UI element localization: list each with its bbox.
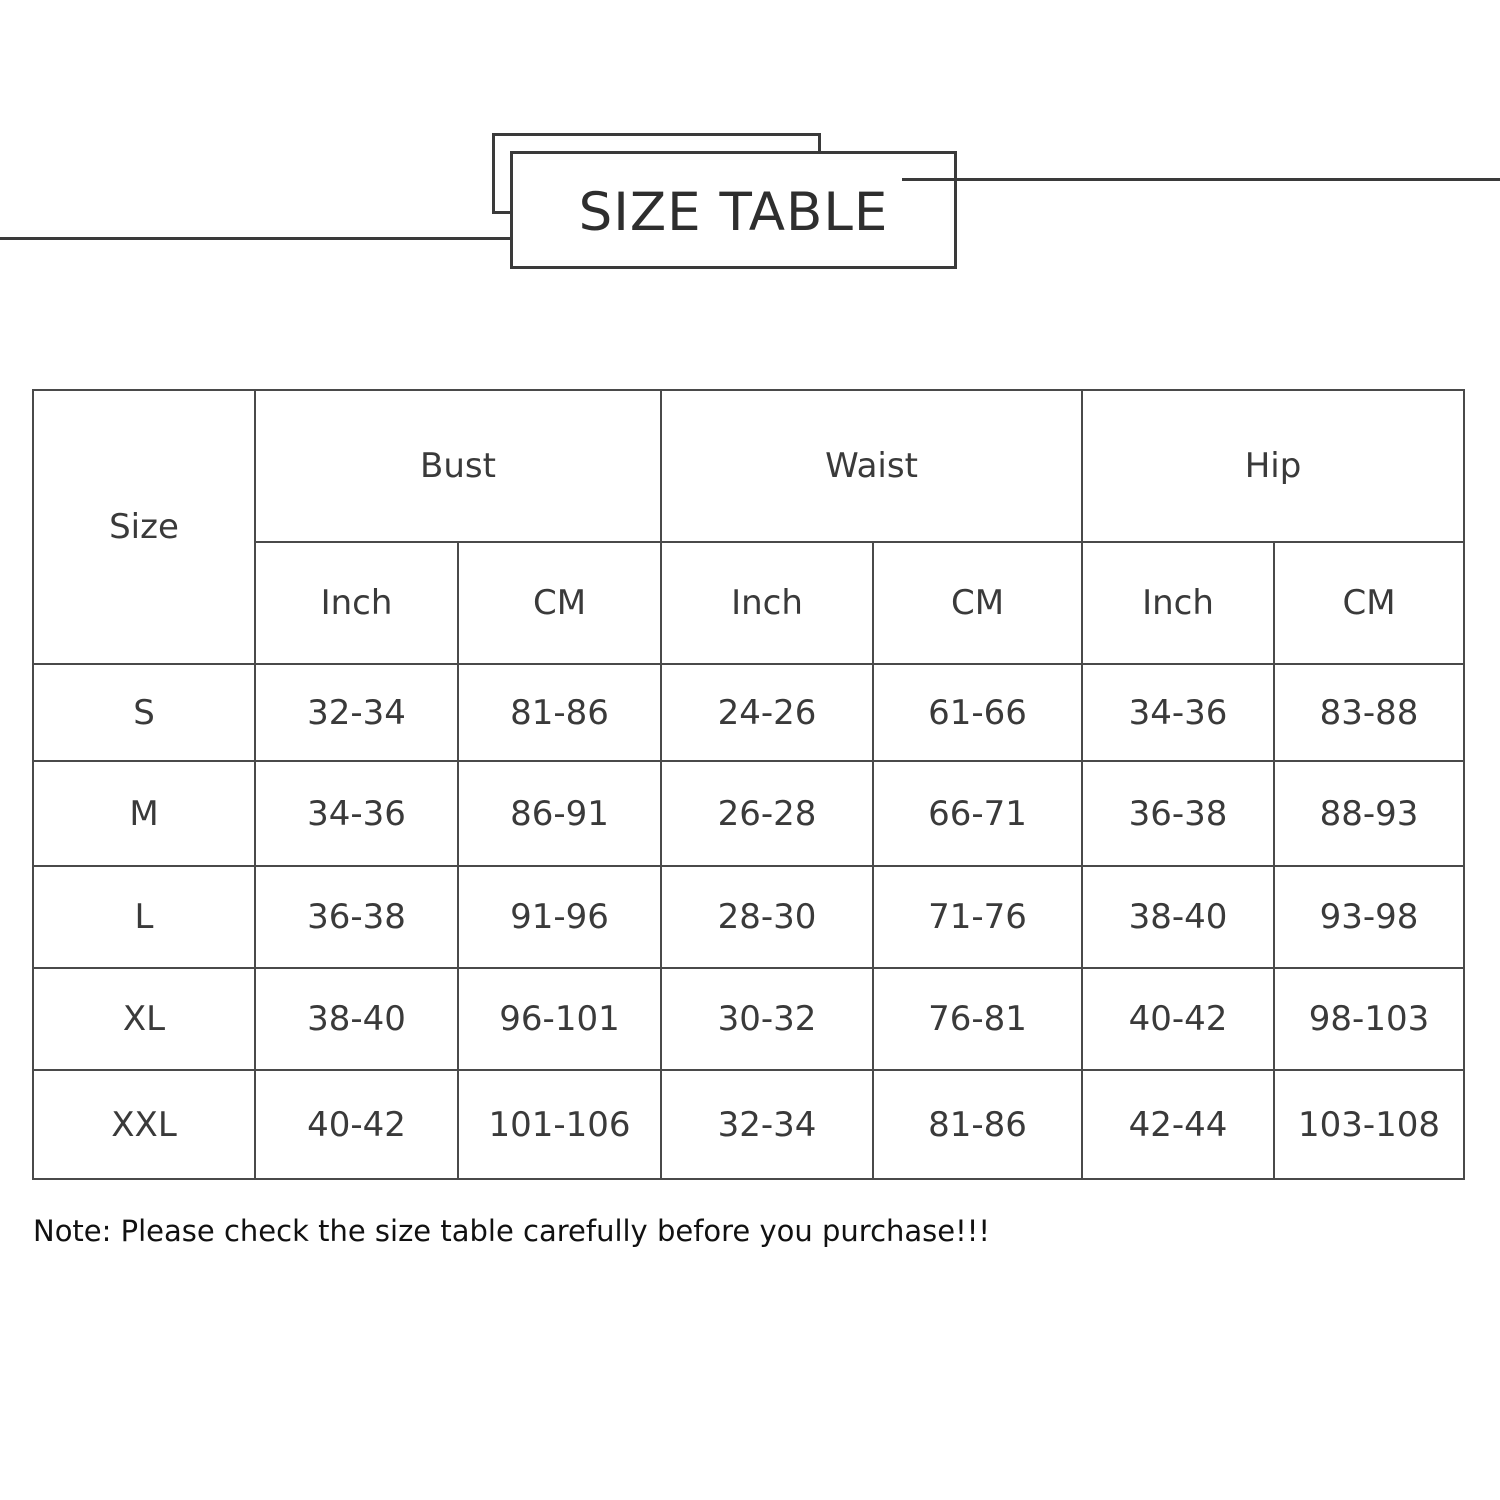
hip-cm-cell: 88-93 (1274, 761, 1464, 866)
bust-cm-cell: 91-96 (458, 866, 661, 968)
size-table (32, 389, 1465, 1180)
size-label: S (33, 664, 255, 761)
hip-inch-cell: 42-44 (1082, 1070, 1274, 1179)
waist-inch-cell: 28-30 (661, 866, 873, 968)
table-row (33, 1070, 1464, 1179)
decorative-line-right (902, 178, 1500, 181)
waist-cm-cell: 81-86 (873, 1070, 1082, 1179)
bust-inch-cell: 36-38 (255, 866, 458, 968)
decorative-line-left (0, 237, 572, 240)
size-column-header: Size (33, 390, 255, 664)
waist-cm-header: CM (873, 542, 1082, 664)
waist-header: Waist (661, 390, 1082, 542)
table-row (33, 968, 1464, 1070)
waist-inch-cell: 30-32 (661, 968, 873, 1070)
hip-cm-header: CM (1274, 542, 1464, 664)
table-header-row-groups (33, 390, 1464, 542)
bust-inch-cell: 40-42 (255, 1070, 458, 1179)
waist-cm-cell: 76-81 (873, 968, 1082, 1070)
hip-inch-header: Inch (1082, 542, 1274, 664)
bust-cm-cell: 96-101 (458, 968, 661, 1070)
bust-inch-header: Inch (255, 542, 458, 664)
bust-cm-header: CM (458, 542, 661, 664)
bust-inch-cell: 34-36 (255, 761, 458, 866)
hip-cm-cell: 98-103 (1274, 968, 1464, 1070)
hip-header: Hip (1082, 390, 1464, 542)
page-title: SIZE TABLE (578, 182, 889, 243)
waist-inch-cell: 26-28 (661, 761, 873, 866)
hip-inch-cell: 38-40 (1082, 866, 1274, 968)
waist-inch-cell: 24-26 (661, 664, 873, 761)
waist-inch-header: Inch (661, 542, 873, 664)
size-label: XL (33, 968, 255, 1070)
bust-inch-cell: 32-34 (255, 664, 458, 761)
bust-inch-cell: 38-40 (255, 968, 458, 1070)
bust-header: Bust (255, 390, 661, 542)
hip-cm-cell: 93-98 (1274, 866, 1464, 968)
waist-cm-cell: 66-71 (873, 761, 1082, 866)
hip-inch-cell: 40-42 (1082, 968, 1274, 1070)
bust-cm-cell: 101-106 (458, 1070, 661, 1179)
size-label: XXL (33, 1070, 255, 1179)
bust-cm-cell: 81-86 (458, 664, 661, 761)
title-banner (0, 0, 1500, 300)
table-row (33, 664, 1464, 761)
hip-cm-cell: 103-108 (1274, 1070, 1464, 1179)
purchase-note: Note: Please check the size table carefully before you purchase!!! (33, 1214, 990, 1248)
bust-cm-cell: 86-91 (458, 761, 661, 866)
hip-inch-cell: 34-36 (1082, 664, 1274, 761)
table-row (33, 866, 1464, 968)
hip-cm-cell: 83-88 (1274, 664, 1464, 761)
table-row (33, 761, 1464, 866)
size-label: L (33, 866, 255, 968)
hip-inch-cell: 36-38 (1082, 761, 1274, 866)
waist-cm-cell: 71-76 (873, 866, 1082, 968)
waist-cm-cell: 61-66 (873, 664, 1082, 761)
size-label: M (33, 761, 255, 866)
waist-inch-cell: 32-34 (661, 1070, 873, 1179)
